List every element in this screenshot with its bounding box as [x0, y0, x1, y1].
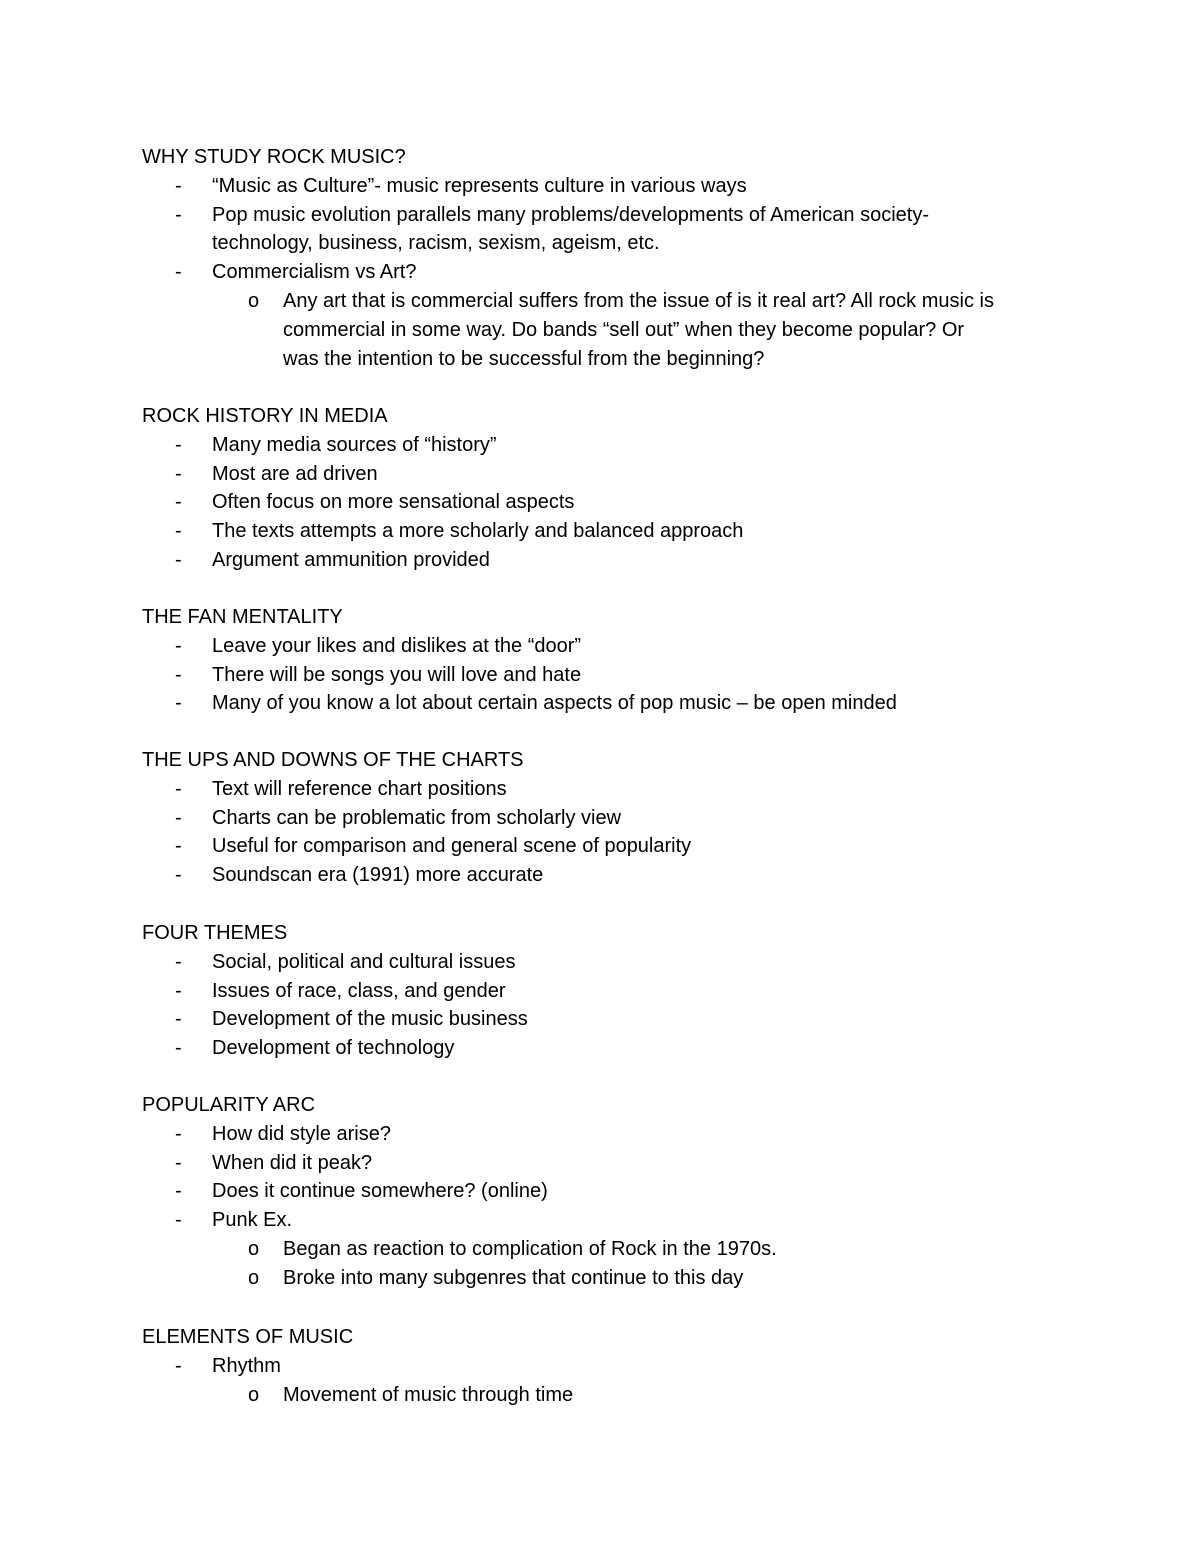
bullet-text: Often focus on more sensational aspects — [212, 491, 575, 514]
bullet-text: “Music as Culture”- music represents culture in various ways — [212, 174, 747, 197]
sub-bullet-marker: o — [248, 1266, 260, 1289]
bullet-marker: - — [175, 663, 182, 686]
bullet-text: Issues of race, class, and gender — [212, 979, 506, 1002]
bullet-marker: - — [175, 1151, 182, 1174]
bullet-text: Does it continue somewhere? (online) — [212, 1180, 548, 1203]
sub-bullet-text: Began as reaction to complication of Rock in the 1970s. — [283, 1238, 777, 1260]
bullet-text: Charts can be problematic from scholarly view — [212, 806, 622, 829]
bullet-text: Leave your likes and dislikes at the “door” — [212, 634, 582, 657]
bullet-text: Most are ad driven — [212, 462, 378, 485]
sub-bullet-text: was the intention to be successful from the beginning? — [283, 347, 765, 370]
sub-bullet-marker: o — [248, 1383, 260, 1406]
bullet-marker: - — [175, 864, 182, 887]
bullet-marker: - — [175, 777, 182, 800]
bullet-marker: - — [175, 634, 182, 657]
bullet-marker: - — [175, 203, 182, 226]
sub-bullet-marker: o — [248, 290, 260, 312]
bullet-text: Development of the music business — [212, 1008, 528, 1031]
bullet-marker: - — [175, 1122, 182, 1145]
bullet-text: Useful for comparison and general scene of popularity — [212, 835, 692, 858]
bullet-marker: - — [175, 462, 182, 485]
bullet-text: Pop music evolution parallels many problems/developments of American society- — [212, 203, 930, 226]
bullet-marker: - — [175, 979, 182, 1002]
section-heading: WHY STUDY ROCK MUSIC? — [142, 146, 406, 168]
section-heading: THE FAN MENTALITY — [142, 606, 343, 628]
bullet-text: Development of technology — [212, 1037, 455, 1060]
bullet-text: Argument ammunition provided — [212, 549, 490, 571]
bullet-marker: - — [175, 174, 182, 197]
section-heading: THE UPS AND DOWNS OF THE CHARTS — [142, 749, 524, 771]
bullet-text: When did it peak? — [212, 1151, 373, 1174]
bullet-text: Soundscan era (1991) more accurate — [212, 864, 544, 887]
bullet-text: Social, political and cultural issues — [212, 950, 516, 973]
sub-bullet-marker: o — [248, 1238, 260, 1260]
bullet-marker: - — [175, 835, 182, 858]
bullet-text: Many media sources of “history” — [212, 433, 497, 456]
sub-bullet-text: Broke into many subgenres that continue to this day — [283, 1266, 744, 1289]
section-heading: POPULARITY ARC — [142, 1094, 316, 1116]
bullet-marker: - — [175, 806, 182, 829]
bullet-text: Rhythm — [212, 1354, 281, 1377]
bullet-marker: - — [175, 1037, 182, 1060]
sub-bullet-text: Any art that is commercial suffers from the issue of is it real art? All rock music is — [283, 290, 994, 312]
sub-bullet-text: commercial in some way. Do bands “sell out” when they become popular? Or — [283, 318, 965, 341]
sub-bullet-text: Movement of music through time — [283, 1383, 574, 1406]
bullet-marker: - — [175, 1180, 182, 1203]
bullet-marker: - — [175, 549, 182, 571]
bullet-marker: - — [175, 261, 182, 284]
bullet-text: Text will reference chart positions — [212, 777, 507, 800]
bullet-marker: - — [175, 1209, 182, 1232]
bullet-text: How did style arise? — [212, 1122, 391, 1145]
section-heading: ELEMENTS OF MUSIC — [142, 1326, 354, 1348]
bullet-text: The texts attempts a more scholarly and balanced approach — [212, 520, 744, 543]
bullet-text: Commercialism vs Art? — [212, 261, 417, 284]
bullet-marker: - — [175, 950, 182, 973]
bullet-marker: - — [175, 1008, 182, 1031]
bullet-text: Punk Ex. — [212, 1209, 293, 1232]
bullet-marker: - — [175, 491, 182, 514]
section-heading: ROCK HISTORY IN MEDIA — [142, 405, 388, 427]
bullet-marker: - — [175, 433, 182, 456]
bullet-marker: - — [175, 692, 182, 715]
section-heading: FOUR THEMES — [142, 922, 288, 944]
bullet-marker: - — [175, 1354, 182, 1377]
bullet-text: There will be songs you will love and hate — [212, 663, 582, 686]
bullet-text: technology, business, racism, sexism, ageism, etc. — [212, 232, 660, 255]
bullet-text: Many of you know a lot about certain aspects of pop music – be open minded — [212, 692, 897, 715]
bullet-marker: - — [175, 520, 182, 543]
